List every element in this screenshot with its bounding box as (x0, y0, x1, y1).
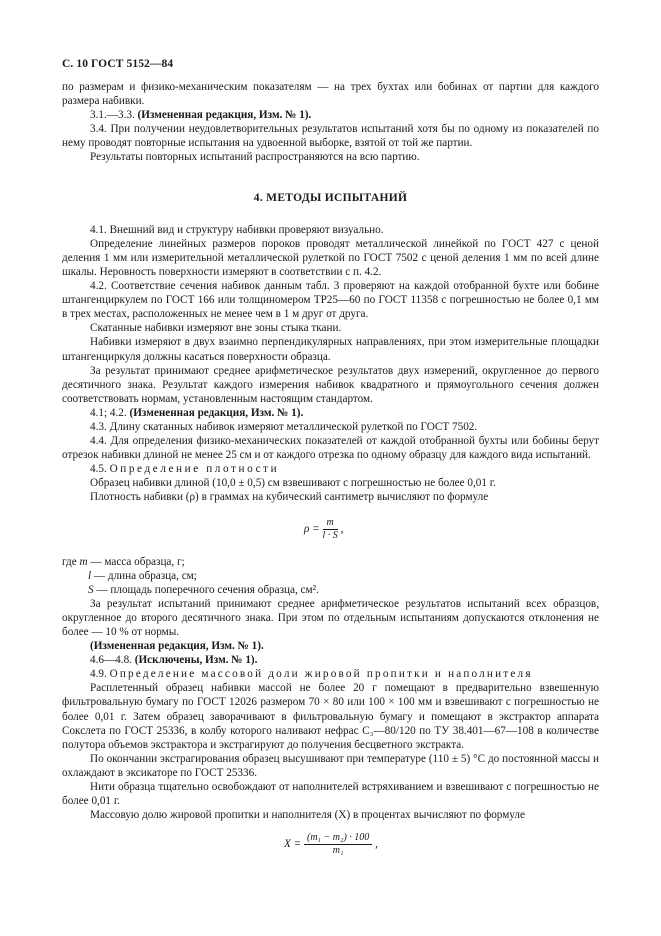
legend-area (62, 583, 599, 597)
formula-numerator: (m₁ − m₂) · 100 (304, 832, 372, 845)
formula-tail: , (375, 838, 378, 851)
legend-mass (62, 555, 599, 569)
variable-legend (62, 555, 599, 597)
amendment-note: (Измененная редакция, Изм. № 1). (137, 109, 312, 122)
paragraph-continued: по размерам и физико-механическим показателям — на трех бухтах или бобинах от партии для каждого размера набивки. (62, 81, 599, 108)
paragraph-4-9 (62, 667, 599, 681)
paragraph-4-1-linear: Определение линейных размеров пороков проводят металлической линейкой по ГОСТ 427 с ценой деления 1 мм или измерительной металлической рулеткой по ГОСТ 7502 с ценой деления 1 мм по всей длине шкалы. Неровность поверхности измеряют в соответствии с п. 4.2. (62, 237, 599, 278)
paragraph-4-5 (62, 462, 599, 476)
document-body (62, 80, 599, 872)
formula-lhs: ρ = (304, 522, 320, 535)
formula-tail: , (340, 522, 344, 535)
paragraph-4-4: 4.4. Для определения физико-механических показателей от каждой отобранной бухты или бобины берут отрезок набивки длиной не менее 25 см и от каждого отрезка по одному образцу для каждого вида испытаний. (62, 435, 599, 462)
paragraph-4-2-result: За результат принимают среднее арифметическое результатов двух измерений, округленное до первого десятичного знака. Результат каждого измерения набивок квадратного и прямоугольного сечения должен соответствовать нормам, установленным настоящим стандартом. (62, 364, 599, 405)
legend-lead: где (62, 555, 77, 568)
clause-number: 4.5. (90, 463, 107, 476)
paragraph-4-2-rolled: Скатанные набивки измеряют вне зоны стыка ткани. (90, 322, 342, 335)
section-title: 4. МЕТОДЫ ИСПЫТАНИЙ (253, 191, 408, 204)
paragraph-3-4: 3.4. При получении неудовлетворительных результатов испытаний хотя бы по одному из показателей по нему проводят повторные испытания на удвоенной выборке, взятой от той же партии. (62, 123, 599, 150)
paragraph-3-1-3-3 (62, 108, 599, 122)
clause-number: 4.1; 4.2. (90, 406, 127, 419)
amendment-note: (Измененная редакция, Изм. № 1). (129, 406, 304, 419)
legend-var: m (79, 555, 88, 568)
formula-fraction (323, 517, 338, 542)
paragraph-4-3: 4.3. Длину скатанных набивок измеряют металлической рулеткой по ГОСТ 7502. (90, 420, 478, 433)
clause-number: 3.1.—3.3. (90, 109, 135, 122)
paragraph-4-2-directions: Набивки измеряют в двух взаимно перпендикулярных направлениях, при этом измерительные площадки штангенциркуля должны касаться поверхности образца. (62, 336, 599, 363)
clause-number: 4.9. (90, 668, 107, 681)
paragraph-4-5-result: За результат испытаний принимают среднее арифметическое результатов испытаний всех образцов, округленное до второго десятичного знака. При этом по отдельным испытаниям допускаются отклонения не более — 10 % от нормы. (62, 597, 599, 638)
legend-length (62, 569, 599, 583)
formula-lhs: X = (284, 838, 302, 851)
paragraph-4-5-sample: Образец набивки длиной (10,0 ± 0,5) см взвешивают с погрешностью не более 0,01 г. (90, 477, 496, 490)
density-formula (62, 509, 599, 549)
legend-text: — масса образца, г; (90, 555, 185, 568)
paragraph-4-1: 4.1. Внешний вид и структуру набивки проверяют визуально. (90, 223, 384, 236)
page-header: С. 10 ГОСТ 5152—84 (62, 58, 174, 70)
paragraph-4-9-threads: Нити образца тщательно освобождают от наполнителей встряхиванием и взвешивают с погрешностью не более 0,01 г. (62, 781, 599, 808)
mass-fraction-formula (62, 826, 599, 866)
paragraph-4-5-density: Плотность набивки (ρ) в граммах на кубический сантиметр вычисляют по формуле (90, 491, 489, 504)
formula-numerator: m (323, 517, 338, 530)
paragraph-4-9-sample: Расплетенный образец набивки массой не более 20 г помещают в предварительно взвешенную фильтровальную бумагу по ГОСТ 12026 размером 70 × 80 или 100 × 100 мм и взвешивают с погрешностью не более 0,01 г. Затем образец заворачивают в фильтровальную бумагу и помещают в экстрактор аппарата Сокслета по ГОСТ 25336, в колбу которого наливают нефрас С₃—80/120 по ТУ 38.401—67—108 в количестве полутора объемов экстрактора и экстрагируют до получения бесцветного экстракта. (62, 682, 599, 751)
paragraph-3-4-results: Результаты повторных испытаний распространяются на всю партию. (90, 151, 420, 164)
legend-text: — длина образца, см; (93, 569, 197, 582)
legend-var: S (88, 583, 94, 596)
subsection-heading: Определение массовой доли жировой пропитки и наполнителя (109, 668, 533, 681)
paragraph-4-9-formula-intro: Массовую долю жировой пропитки и наполнителя (X) в процентах вычисляют по формуле (90, 809, 525, 822)
paragraph-4-2: 4.2. Соответствие сечения набивок данным табл. 3 проверяют на каждой отобранной бухте или бобине штангенциркулем по ГОСТ 166 или толщиномером ТР25—60 по ГОСТ 11358 с погрешностью не более 0,1 мм в трех местах, расположенных не менее чем в 1 м друг от друга. (62, 280, 599, 321)
paragraph-4-1-4-2-note (62, 406, 599, 420)
formula-denominator: m₁ (332, 845, 344, 857)
legend-text: — площадь поперечного сечения образца, см². (96, 583, 319, 596)
clause-number: 4.6—4.8. (90, 654, 132, 667)
amendment-note: (Измененная редакция, Изм. № 1). (90, 640, 264, 653)
amendment-note: (Исключены, Изм. № 1). (134, 654, 258, 667)
formula-fraction (304, 832, 372, 857)
formula-denominator: l · S (322, 529, 338, 541)
paragraph-4-6-4-8 (62, 653, 599, 667)
legend-var: l (88, 569, 92, 582)
subsection-heading: Определение плотности (109, 463, 280, 476)
paragraph-4-9-drying: По окончании экстрагирования образец высушивают при температуре (110 ± 5) °С до постоянной массы и охлаждают в эксикаторе по ГОСТ 25336. (62, 752, 599, 779)
